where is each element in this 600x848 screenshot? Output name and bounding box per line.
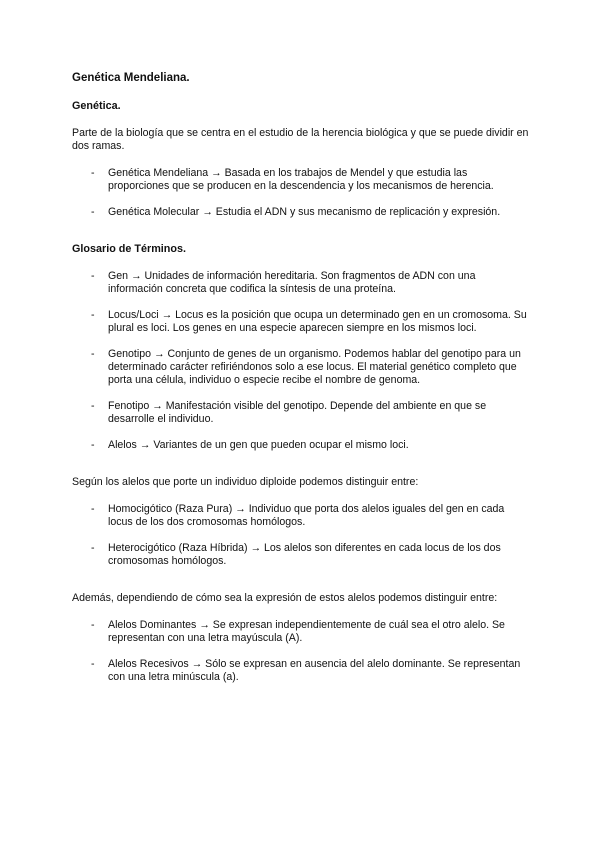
list-item [72,439,530,452]
section-heading-genetica: Genética. [72,100,121,112]
list-item [72,542,530,568]
list-item [72,619,530,645]
list-item-text: Genética Mendeliana → Basada en los trabajos de Mendel y que estudia las proporciones que se producen en la descendencia y los mecanismos de herencia. [108,167,494,192]
list-item-text: Alelos → Variantes de un gen que pueden ocupar el mismo loci. [108,439,409,451]
list-item-text: Genotipo → Conjunto de genes de un organismo. Podemos hablar del genotipo para un determinado carácter refiriéndonos solo a ese locus. El material genético completo que porta una célula, individuo o especie recibe el nombre de genoma. [108,348,521,386]
list-item [72,400,530,426]
list-item-text: Alelos Dominantes → Se expresan independientemente de cuál sea el otro alelo. Se representan con una letra mayúscula (A). [108,619,505,644]
zygosity-list [72,503,530,568]
section-heading-glosario: Glosario de Términos. [72,243,186,255]
section-intro-alelos: Según los alelos que porte un individuo diploide podemos distinguir entre: [72,476,419,488]
list-item [72,658,530,684]
dash-bullet: - [91,658,95,670]
dash-bullet: - [91,439,95,451]
dash-bullet: - [91,400,95,412]
dominance-list [72,619,530,684]
section-intro-genetica: Parte de la biología que se centra en el estudio de la herencia biológica y que se puede dividir en dos ramas. [72,127,529,152]
list-item-text: Gen → Unidades de información hereditaria. Son fragmentos de ADN con una información concreta que codifica la síntesis de una proteína. [108,270,476,295]
dash-bullet: - [91,206,95,218]
list-item-text: Fenotipo → Manifestación visible del genotipo. Depende del ambiente en que se desarrolle el individuo. [108,400,487,425]
list-item [72,348,530,387]
dash-bullet: - [91,619,95,631]
list-item-text: Homocigótico (Raza Pura) → Individuo que porta dos alelos iguales del gen en cada locus de los dos cromosomas homólogos. [108,503,505,528]
list-item-text: Locus/Loci → Locus es la posición que ocupa un determinado gen en un cromosoma. Su plural es loci. Los genes en una especie aparecen siempre en los mismos loci. [108,309,527,334]
dash-bullet: - [91,542,95,554]
list-item [72,309,530,335]
genetica-branches-list [72,167,530,219]
glossary-list [72,270,530,452]
dash-bullet: - [91,503,95,515]
list-item [72,503,530,529]
document-title: Genética Mendeliana. [72,72,190,84]
list-item [72,206,530,219]
list-item-text: Genética Molecular → Estudia el ADN y sus mecanismo de replicación y expresión. [108,206,501,218]
list-item-text: Heterocigótico (Raza Híbrida) → Los alelos son diferentes en cada locus de los dos cromosomas homólogos. [108,542,501,567]
list-item-text: Alelos Recesivos → Sólo se expresan en ausencia del alelo dominante. Se representan con una letra minúscula (a). [108,658,521,683]
dash-bullet: - [91,270,95,282]
dash-bullet: - [91,309,95,321]
dash-bullet: - [91,167,95,179]
list-item [72,270,530,296]
dash-bullet: - [91,348,95,360]
list-item [72,167,530,193]
section-intro-expresion: Además, dependiendo de cómo sea la expresión de estos alelos podemos distinguir entre: [72,592,498,604]
